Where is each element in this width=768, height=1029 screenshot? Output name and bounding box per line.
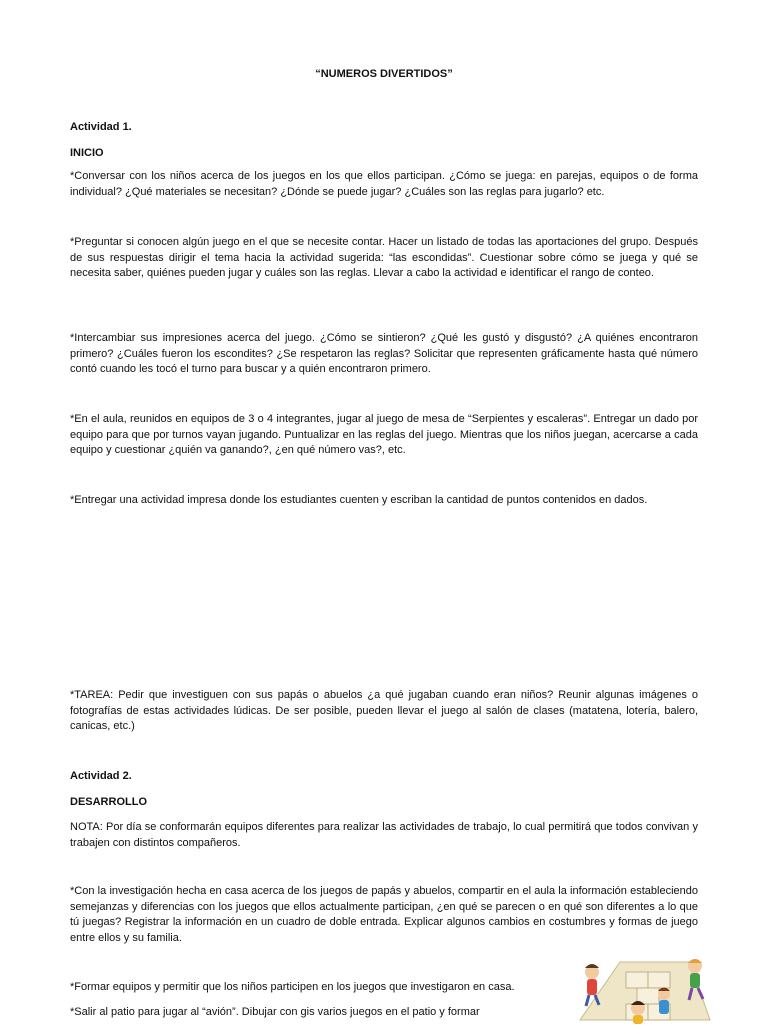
- activity-1-heading: Actividad 1.: [70, 121, 132, 133]
- paragraph: *Intercambiar sus impresiones acerca del juego. ¿Cómo se sintieron? ¿Qué les gustó y disgustó? ¿A quiénes encontraron primero? ¿Cuáles fueron los escondites? ¿Se respetaron las reglas? Solicitar que representen gráficamente hasta qué número contó cuando les tocó el turno para buscar y a quién encontraron primero.: [70, 332, 698, 375]
- paragraph-tarea: *TAREA: Pedir que investiguen con sus papás o abuelos ¿a qué jugaban cuando eran niños? Reunir algunas imágenes o fotografías de estas actividades lúdicas. De ser posible, pueden llevar el juego al salón de clases (matatena, lotería, balero, canicas, etc.): [70, 689, 698, 732]
- document-title: “NUMEROS DIVERTIDOS”: [315, 68, 453, 80]
- paragraph: *Con la investigación hecha en casa acerca de los juegos de papás y abuelos, compartir en el aula la información estableciendo semejanzas y diferencias con los juegos que ellos actualmente participan, ¿en qué se parecen o en qué son diferentes a lo que tú juegas? Registrar la información en un cuadro de doble entrada. Explicar algunos cambios en costumbres y formas de juego entre ellos y su familia.: [70, 885, 698, 944]
- paragraph: *En el aula, reunidos en equipos de 3 o 4 integrantes, jugar al juego de mesa de “Serpientes y escaleras”. Entregar un dado por equipo para que por turnos vayan jugando. Puntualizar en las reglas del juego. Mientras que los niños juegan, acercarse a cada equipo y cuestionar ¿quién va ganando?, ¿en qué número vas?, etc.: [70, 413, 698, 456]
- paragraph: *Salir al patio para jugar al “avión”. Dibujar con gis varios juegos en el patio y formar: [70, 1006, 480, 1018]
- paragraph: *Conversar con los niños acerca de los juegos en los que ellos participan. ¿Cómo se juega: en parejas, equipos o de forma individual? ¿Qué materiales se necesitan? ¿Dónde se puede jugar? ¿Cuáles son las reglas para jugarlo? etc.: [70, 170, 698, 198]
- paragraph-nota: NOTA: Por día se conformarán equipos diferentes para realizar las actividades de trabajo, lo cual permitirá que todos convivan y trabajen con distintos compañeros.: [70, 821, 698, 849]
- paragraph: *Entregar una actividad impresa donde los estudiantes cuenten y escriban la cantidad de puntos contenidos en dados.: [70, 494, 648, 506]
- children-playing-hopscotch-icon: [560, 950, 720, 1024]
- section-desarrollo: DESARROLLO: [70, 796, 147, 808]
- section-inicio: INICIO: [70, 147, 104, 159]
- paragraph: *Preguntar si conocen algún juego en el que se necesite contar. Hacer un listado de todas las aportaciones del grupo. Después de sus respuestas dirigir el tema hacia la actividad sugerida: “las escondidas”. Cuestionar sobre cómo se juega y qué se necesita saber, quiénes pueden jugar y cuáles son las reglas. Llevar a cabo la actividad e identificar el rango de conteo.: [70, 236, 698, 279]
- paragraph: *Formar equipos y permitir que los niños participen en los juegos que investigaron en casa.: [70, 981, 515, 993]
- activity-2-heading: Actividad 2.: [70, 770, 132, 782]
